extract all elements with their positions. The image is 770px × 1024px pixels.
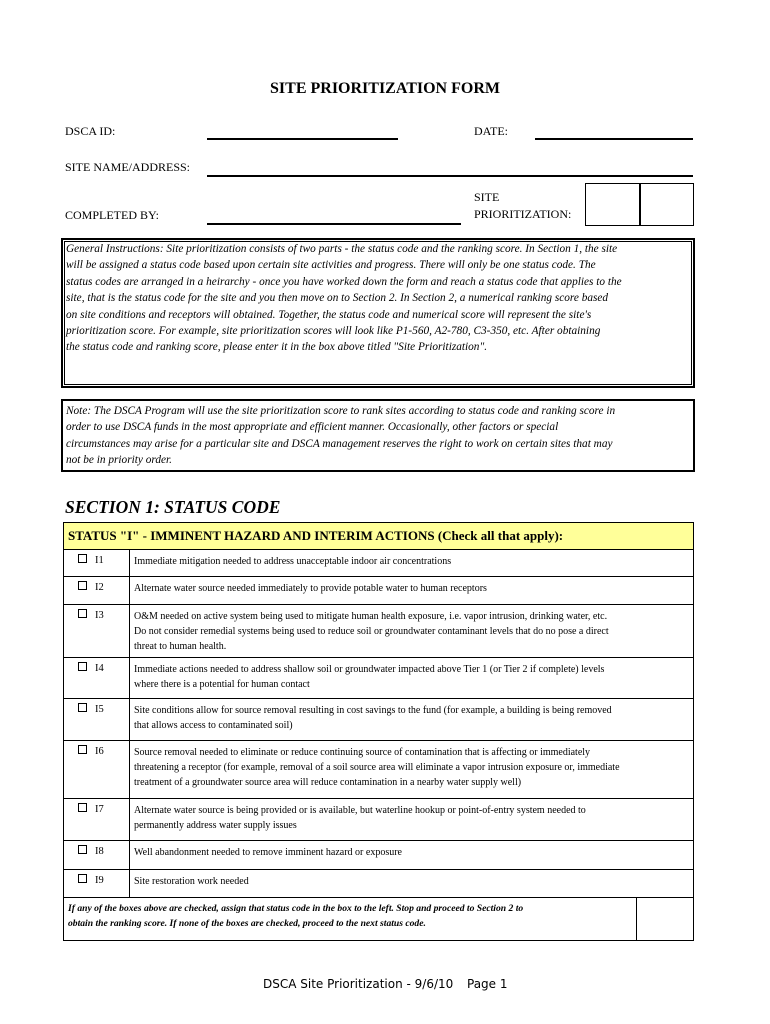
status-description <box>130 699 694 741</box>
status-code-label: I6 <box>95 746 104 757</box>
status-description <box>130 799 694 841</box>
status-i-instructions-line: obtain the ranking score. If none of the boxes are checked, proceed to the next status code. <box>68 918 426 929</box>
status-row-i9 <box>64 870 694 898</box>
status-description <box>130 605 694 658</box>
status-description-line: Source removal needed to eliminate or reduce continuing source of contamination that is affecting or immediately <box>134 747 591 758</box>
status-description-line: O&M needed on active system being used to mitigate human health exposure, i.e. vapor intrusion, drinking water, etc. <box>134 611 608 622</box>
checkbox-i7[interactable] <box>78 803 87 812</box>
status-checkbox-cell <box>64 841 130 870</box>
status-code-label: I8 <box>95 846 104 857</box>
footer-doc-title: DSCA Site Prioritization - 9/6/10 <box>263 977 454 991</box>
status-description-line: Site restoration work needed <box>134 876 249 887</box>
status-checkbox-cell <box>64 658 130 699</box>
status-code-label: I5 <box>95 704 104 715</box>
status-description <box>130 741 694 799</box>
site-name-field[interactable] <box>207 175 693 177</box>
status-i-instructions <box>64 898 694 941</box>
checkbox-i1[interactable] <box>78 554 87 563</box>
status-row-i2 <box>64 577 694 605</box>
completed-by-field[interactable] <box>207 223 461 225</box>
status-description-line: Well abandonment needed to remove imminent hazard or exposure <box>134 847 402 858</box>
checkbox-i2[interactable] <box>78 581 87 590</box>
status-description-line: Immediate mitigation needed to address unacceptable indoor air concentrations <box>134 556 452 567</box>
status-code-label: I4 <box>95 663 104 674</box>
section-1-title: SECTION 1: STATUS CODE <box>65 497 281 517</box>
status-description-line: Do not consider remedial systems being used to reduce soil or groundwater contaminant levels that do no pose a direct <box>134 626 609 637</box>
program-note: Note: The DSCA Program will use the site prioritization score to rank sites according to status code and ranking score in order to use DSCA funds in the most appropriate and efficient manner. Occasionally, other factors or special circumstances may arise for a particular site and DSCA management reserves the right to work on certain sites that may not be in priority order. <box>66 405 616 467</box>
status-description <box>130 577 694 605</box>
checkbox-i6[interactable] <box>78 745 87 754</box>
status-i-footer-row <box>64 898 694 941</box>
status-row-i1 <box>64 550 694 577</box>
status-checkbox-cell <box>64 550 130 577</box>
footer-page-number: Page 1 <box>467 977 508 991</box>
status-description-line: Site conditions allow for source removal resulting in cost savings to the fund (for example, a building is being removed <box>134 705 612 716</box>
completed-by-label: COMPLETED BY: <box>65 208 159 222</box>
status-code-label: I7 <box>95 804 104 815</box>
note-frame <box>61 399 695 472</box>
status-description <box>130 870 694 898</box>
dsca-id-label: DSCA ID: <box>65 124 116 138</box>
status-description <box>130 550 694 577</box>
status-i-code-entry-box[interactable] <box>636 898 693 940</box>
site-prioritization-box <box>585 183 694 226</box>
status-description-line: where there is a potential for human contact <box>134 679 310 690</box>
status-row-i7 <box>64 799 694 841</box>
status-row-i5 <box>64 699 694 741</box>
status-code-label: I3 <box>95 610 104 621</box>
checkbox-i9[interactable] <box>78 874 87 883</box>
site-prioritization-label-1: SITE <box>474 190 500 204</box>
status-code-label: I1 <box>95 555 104 566</box>
status-checkbox-cell <box>64 577 130 605</box>
status-description-line: threatening a receptor (for example, removal of a soil source area will eliminate a vapor intrusion exposure or, immediate <box>134 762 620 773</box>
status-row-i6 <box>64 741 694 799</box>
status-row-i4 <box>64 658 694 699</box>
status-description-line: permanently address water supply issues <box>134 820 297 831</box>
status-checkbox-cell <box>64 605 130 658</box>
status-checkbox-cell <box>64 870 130 898</box>
checkbox-i5[interactable] <box>78 703 87 712</box>
instructions-frame <box>61 238 695 388</box>
status-row-i8 <box>64 841 694 870</box>
status-row-i3 <box>64 605 694 658</box>
status-description-line: treatment of a groundwater source area will reduce contamination in a nearby water supply well) <box>134 777 522 788</box>
dsca-id-field[interactable] <box>207 138 398 140</box>
general-instructions: General Instructions: Site prioritization consists of two parts - the status code and the ranking score. In Section 1, the site will be assigned a status code based upon certain site activities and progress. There will only be one status code. The status codes are arranged in a heirarchy - once you have worked down the form and reach a status code that applies to the site, that is the status code for the site and you then move on to Section 2. In Section 2, a numerical ranking score based on site conditions and receptors will obtained. Together, the status code and numerical score will represent the site's prioritization score. For example, site prioritization scores will look like P1-560, A2-780, C3-350, etc. After obtaining the status code and ranking score, please enter it in the box above titled "Site Prioritization". <box>66 243 622 354</box>
status-description-line: Immediate actions needed to address shallow soil or groundwater impacted above Tier 1 (or Tier 2 if complete) levels <box>134 664 605 675</box>
site-name-label: SITE NAME/ADDRESS: <box>65 160 191 174</box>
status-code-table <box>63 522 694 941</box>
status-code-label: I2 <box>95 582 104 593</box>
checkbox-i3[interactable] <box>78 609 87 618</box>
site-prioritization-label-2: PRIORITIZATION: <box>474 207 572 221</box>
status-description <box>130 658 694 699</box>
status-checkbox-cell <box>64 699 130 741</box>
date-field[interactable] <box>535 138 693 140</box>
ranking-score-entry[interactable] <box>639 184 694 225</box>
status-checkbox-cell <box>64 741 130 799</box>
status-description-line: that allows access to contaminated soil) <box>134 720 293 731</box>
status-code-label: I9 <box>95 875 104 886</box>
status-description-line: threat to human health. <box>134 641 227 652</box>
checkbox-i4[interactable] <box>78 662 87 671</box>
status-i-instructions-line: If any of the boxes above are checked, assign that status code in the box to the left. Stop and proceed to Section 2 to <box>68 903 524 914</box>
status-checkbox-cell <box>64 799 130 841</box>
status-description-line: Alternate water source needed immediately to provide potable water to human receptors <box>134 583 487 594</box>
status-description-line: Alternate water source is being provided or is available, but waterline hookup or point-of-entry system needed to <box>134 805 586 816</box>
date-label: DATE: <box>474 124 508 138</box>
form-title: SITE PRIORITIZATION FORM <box>270 80 500 97</box>
status-description <box>130 841 694 870</box>
checkbox-i8[interactable] <box>78 845 87 854</box>
status-i-header: STATUS "I" - IMMINENT HAZARD AND INTERIM ACTIONS (Check all that apply): <box>64 523 694 550</box>
status-code-entry[interactable] <box>586 184 639 225</box>
